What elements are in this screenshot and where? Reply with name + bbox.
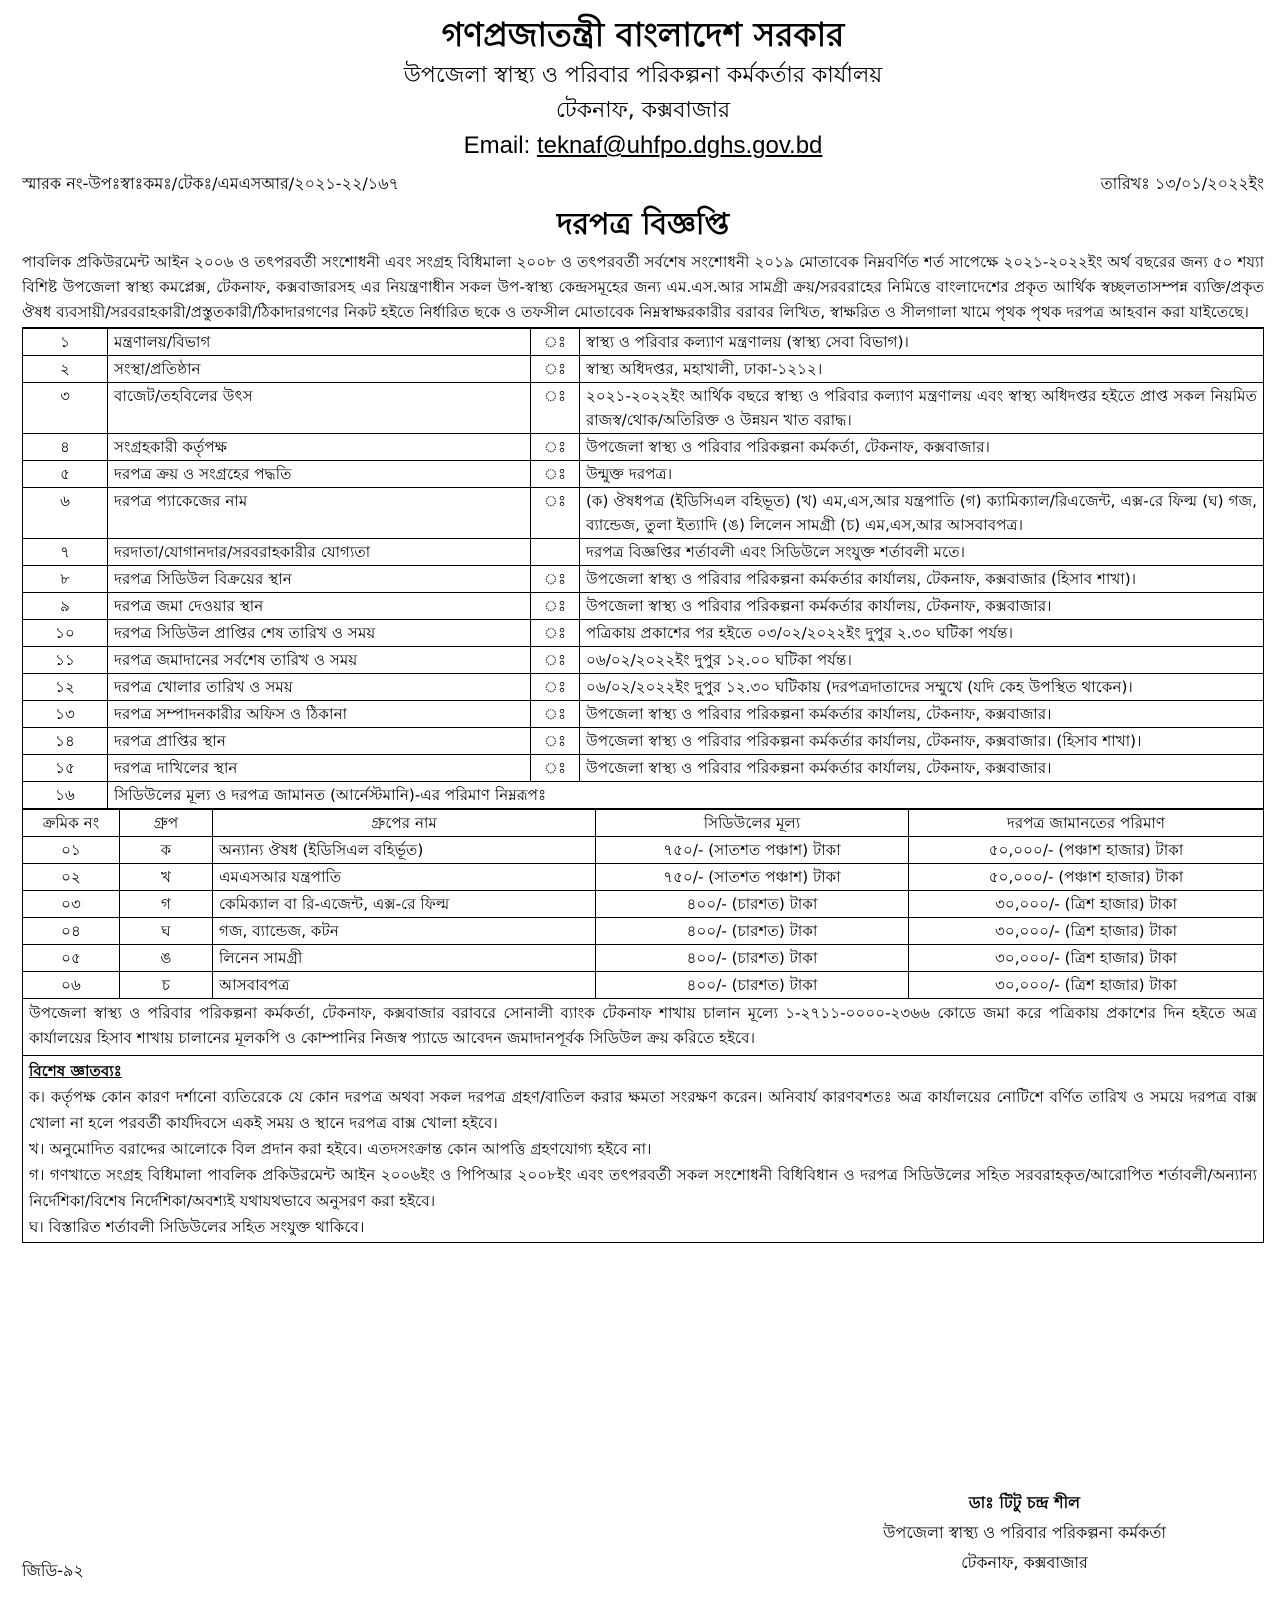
info-row-number: ৯ [23, 593, 108, 620]
group-name: আসবাবপত্র [213, 972, 596, 999]
col-group: গ্রুপ [120, 810, 213, 837]
email-link[interactable]: teknaf@uhfpo.dghs.gov.bd [536, 132, 823, 159]
info-row-number: ১৬ [23, 782, 108, 809]
info-row-separator [531, 539, 580, 566]
info-row-number: ১ [23, 329, 108, 356]
col-group-name: গ্রুপের নাম [213, 810, 596, 837]
group-serial: ০৪ [23, 918, 120, 945]
info-row-number: ১০ [23, 620, 108, 647]
group-serial: ০৩ [23, 891, 120, 918]
info-row-text: সিডিউলের মূল্য ও দরপত্র জামানত (আর্নেস্টমানি)-এর পরিমাণ নিম্নরূপঃ [108, 782, 1264, 809]
government-heading: গণপ্রজাতন্ত্রী বাংলাদেশ সরকার [441, 15, 845, 54]
info-row-number: ১১ [23, 647, 108, 674]
security-amount: ৩০,০০০/- (ত্রিশ হাজার) টাকা [909, 918, 1264, 945]
info-row-separator: ঃ [531, 701, 580, 728]
info-row-value: পত্রিকায় প্রকাশের পর হইতে ০৩/০২/২০২২ইং দুপুর ২.৩০ ঘটিকা পর্যন্ত। [580, 620, 1264, 647]
info-row-separator: ঃ [531, 329, 580, 356]
group-letter: ক [120, 837, 213, 864]
info-row-label: দরপত্র প্যাকেজের নাম [108, 488, 531, 539]
info-row [23, 434, 1264, 461]
info-row-number: ৬ [23, 488, 108, 539]
group-table-header [23, 810, 1264, 837]
group-name: লিনেন সামগ্রী [213, 945, 596, 972]
group-name: গজ, ব্যান্ডেজ, কটন [213, 918, 596, 945]
security-amount: ৩০,০০০/- (ত্রিশ হাজার) টাকা [909, 972, 1264, 999]
info-row-label: দরপত্র জমাদানের সর্বশেষ তারিখ ও সময় [108, 647, 531, 674]
security-amount: ৫০,০০০/- (পঞ্চাশ হাজার) টাকা [909, 864, 1264, 891]
info-row-separator: ঃ [531, 488, 580, 539]
info-row-separator: ঃ [531, 674, 580, 701]
office-name: উপজেলা স্বাস্থ্য ও পরিবার পরিকল্পনা কর্মকর্তার কার্যালয় [403, 63, 883, 88]
special-note-item: গ। গণখাতে সংগ্রহ বিধিমালা পাবলিক প্রকিউরমেন্ট আইন ২০০৬ইং ও পিপিআর ২০০৮ইং এবং তৎপরবর্তী সকল সংশোধনী বিধিবিধান ও দরপত্র সিডিউলের সহিত সরবরাহকৃত/আরোপিত শর্তাবলী/অন্যান্য নির্দেশিকা/বিশেষ নির্দেশিকা/অবশ্যই যথাযথভাবে অনুসরণ করা হইবে। [29, 1166, 1257, 1210]
group-letter: খ [120, 864, 213, 891]
info-row-separator: ঃ [531, 593, 580, 620]
info-row-value: স্বাস্থ্য অধিদপ্তর, মহাখালী, ঢাকা-১২১২। [580, 356, 1264, 383]
info-row-16 [23, 782, 1264, 809]
info-row-label: বাজেট/তহবিলের উৎস [108, 383, 531, 434]
group-name: কেমিক্যাল বা রি-এজেন্ট, এক্স-রে ফিল্ম [213, 891, 596, 918]
info-row-value: ২০২১-২০২২ইং আর্থিক বছরে স্বাস্থ্য ও পরিবার কল্যাণ মন্ত্রণালয় এবং স্বাস্থ্য অধিদপ্তর হইতে প্রাপ্ত সকল নিয়মিত রাজস্ব/থোক/অতিরিক্ত ও উন্নয়ন খাত বরাদ্ধ। [580, 383, 1264, 434]
info-row [23, 701, 1264, 728]
info-row-value: উন্মুক্ত দরপত্র। [580, 461, 1264, 488]
info-row [23, 755, 1264, 782]
info-row [23, 674, 1264, 701]
schedule-price: ৪০০/- (চারশত) টাকা [596, 972, 909, 999]
group-row [23, 945, 1264, 972]
office-location: টেকনাফ, কক্সবাজার [555, 98, 731, 123]
schedule-price: ৭৫০/- (সাতশত পঞ্চাশ) টাকা [596, 837, 909, 864]
info-row-label: সংস্থা/প্রতিষ্ঠান [108, 356, 531, 383]
info-row-label: দরপত্র জমা দেওয়ার স্থান [108, 593, 531, 620]
group-serial: ০২ [23, 864, 120, 891]
info-row-value: দরপত্র বিজ্ঞপ্তির শর্তাবলী এবং সিডিউলে সংযুক্ত শর্তাবলী মতে। [580, 539, 1264, 566]
special-note-item: ক। কর্তৃপক্ষ কোন কারণ দর্শানো ব্যতিরেকে যে কোন দরপত্র অথবা সকল দরপত্র গ্রহণ/বাতিল করার ক্ষমতা সংরক্ষণ করেন। অনিবার্য কারণবশতঃ অত্র কার্যালয়ের নোটিশে বর্ণিত তারিখ ও সময়ে দরপত্র বাক্স খোলা না হলে পরবর্তী কার্যদিবসে একই সময় ও স্থানে দরপত্র বাক্স খোলা হইবে। [29, 1088, 1257, 1132]
payment-note: উপজেলা স্বাস্থ্য ও পরিবার পরিকল্পনা কর্মকর্তা, টেকনাফ, কক্সবাজার বরাবরে সোনালী ব্যাংক টেকনাফ শাখায় চালান মূল্যে ১-২৭১১-০০০০-২৩৬৬ কোডে জমা করে পত্রিকায় প্রকাশের দিন হইতে অত্র কার্যালয়ের হিসাব শাখায় চালানের মূলকপি ও কোম্পানির নিজস্ব প্যাডে আবেদন জমাদানপূর্বক সিডিউল ক্রয় করিতে হইবে। [22, 999, 1264, 1056]
info-row-separator: ঃ [531, 461, 580, 488]
info-row-number: ৭ [23, 539, 108, 566]
info-row-value: ০৬/০২/২০২২ইং দুপুর ১২.৩০ ঘটিকায় (দরপত্রদাতাদের সম্মুখে (যদি কেহ উপস্থিত থাকেন)। [580, 674, 1264, 701]
special-notes [22, 1056, 1264, 1243]
footer-code: জিডি-৯২ [22, 1561, 84, 1580]
col-schedule-price: সিডিউলের মূল্য [596, 810, 909, 837]
info-row-separator: ঃ [531, 728, 580, 755]
memo-date-line [22, 172, 1264, 196]
notice-date: তারিখঃ ১৩/০১/২০২২ইং [1100, 174, 1264, 193]
info-row-label: দরপত্র দাখিলের স্থান [108, 755, 531, 782]
info-row-separator: ঃ [531, 755, 580, 782]
intro-paragraph: পাবলিক প্রকিউরমেন্ট আইন ২০০৬ ও তৎপরবর্তী সংশোধনী এবং সংগ্রহ বিধিমালা ২০০৮ ও তৎপরবর্তী সর্বশেষ সংশোধনী ২০১৯ মোতাবেক নিম্নবর্ণিত শর্ত সাপেক্ষে ২০২১-২০২২ইং অর্থ বছরের জন্য ৫০ শয্যা বিশিষ্ট উপজেলা স্বাস্থ্য কমপ্লেক্স, টেকনাফ, কক্সবাজারসহ এর নিয়ন্ত্রণাধীন সকল উপ-স্বাস্থ্য কেন্দ্রসমূহের জন্য এম.এস.আর সামগ্রী ক্রয়/সরবরাহের নিমিত্তে বাংলাদেশের প্রকৃত আর্থিক স্বচ্ছলতাসম্পন্ন ব্যক্তি/প্রকৃত ঔষধ ব্যবসায়ী/সরবরাহকারী/প্রস্তুতকারী/ঠিকাদারগণের নিকট হইতে নির্ধারিত ছকে ও তফসীল মোতাবেক নিম্নস্বাক্ষরকারীর বরাবর লিখিত, স্বাক্ষরিত ও সীলগালা খামে পৃথক পৃথক দরপত্র আহবান করা যাইতেছে। [22, 250, 1264, 328]
info-row-label: দরপত্র সম্পাদনকারীর অফিস ও ঠিকানা [108, 701, 531, 728]
info-row [23, 539, 1264, 566]
security-amount: ৩০,০০০/- (ত্রিশ হাজার) টাকা [909, 945, 1264, 972]
info-row-number: ১৫ [23, 755, 108, 782]
info-row-separator: ঃ [531, 620, 580, 647]
info-row-number: ২ [23, 356, 108, 383]
group-letter: ঙ [120, 945, 213, 972]
group-serial: ০৫ [23, 945, 120, 972]
special-notes-heading: বিশেষ জ্ঞাতব্যঃ [29, 1062, 122, 1080]
info-row-label: সংগ্রহকারী কর্তৃপক্ষ [108, 434, 531, 461]
group-row [23, 864, 1264, 891]
email-line [22, 128, 1264, 164]
info-row [23, 461, 1264, 488]
info-row [23, 620, 1264, 647]
special-note-item: ঘ। বিস্তারিত শর্তাবলী সিডিউলের সহিত সংযুক্ত থাকিবে। [29, 1218, 365, 1236]
info-row-separator: ঃ [531, 356, 580, 383]
info-row-label: মন্ত্রণালয়/বিভাগ [108, 329, 531, 356]
info-row [23, 488, 1264, 539]
info-row [23, 566, 1264, 593]
schedule-price: ৪০০/- (চারশত) টাকা [596, 918, 909, 945]
group-row [23, 918, 1264, 945]
info-row-value: ০৬/০২/২০২২ইং দুপুর ১২.০০ ঘটিকা পর্যন্ত। [580, 647, 1264, 674]
info-row-number: ৩ [23, 383, 108, 434]
info-row-value: উপজেলা স্বাস্থ্য ও পরিবার পরিকল্পনা কর্মকর্তার কার্যালয়, টেকনাফ, কক্সবাজার। [580, 701, 1264, 728]
info-row-separator: ঃ [531, 566, 580, 593]
info-row-value: উপজেলা স্বাস্থ্য ও পরিবার পরিকল্পনা কর্মকর্তার কার্যালয়, টেকনাফ, কক্সবাজার। (হিসাব শাখা)। [580, 728, 1264, 755]
signatory-designation: উপজেলা স্বাস্থ্য ও পরিবার পরিকল্পনা কর্মকর্তা [883, 1523, 1166, 1542]
info-row-label: দরপত্র সিডিউল বিক্রয়ের স্থান [108, 566, 531, 593]
info-row [23, 593, 1264, 620]
info-row-value: উপজেলা স্বাস্থ্য ও পরিবার পরিকল্পনা কর্মকর্তা, টেকনাফ, কক্সবাজার। [580, 434, 1264, 461]
notice-title: দরপত্র বিজ্ঞপ্তি [556, 207, 730, 242]
security-amount: ৫০,০০০/- (পঞ্চাশ হাজার) টাকা [909, 837, 1264, 864]
signatory-name: ডাঃ টিটু চন্দ্র শীল [968, 1493, 1081, 1512]
info-row-label: দরপত্র ক্রয় ও সংগ্রহের পদ্ধতি [108, 461, 531, 488]
info-row-number: ৫ [23, 461, 108, 488]
info-row-value: স্বাস্থ্য ও পরিবার কল্যাণ মন্ত্রণালয় (স্বাস্থ্য সেবা বিভাগ)। [580, 329, 1264, 356]
memo-number: স্মারক নং-উপঃস্বাঃকমঃ/টেকঃ/এমএসআর/২০২১-২২/১৬৭ [22, 174, 399, 193]
tender-info-table [22, 328, 1264, 809]
info-row-number: ১২ [23, 674, 108, 701]
group-letter: ঘ [120, 918, 213, 945]
info-row-value: উপজেলা স্বাস্থ্য ও পরিবার পরিকল্পনা কর্মকর্তার কার্যালয়, টেকনাফ, কক্সবাজার। [580, 755, 1264, 782]
info-row-value: উপজেলা স্বাস্থ্য ও পরিবার পরিকল্পনা কর্মকর্তার কার্যালয়, টেকনাফ, কক্সবাজার। [580, 593, 1264, 620]
info-row [23, 356, 1264, 383]
info-row-number: ৮ [23, 566, 108, 593]
schedule-price: ৭৫০/- (সাতশত পঞ্চাশ) টাকা [596, 864, 909, 891]
col-security-amount: দরপত্র জামানতের পরিমাণ [909, 810, 1264, 837]
signatory-place: টেকনাফ, কক্সবাজার [961, 1553, 1088, 1572]
info-row-label: দরপত্র প্রাপ্তির স্থান [108, 728, 531, 755]
info-row-separator: ঃ [531, 383, 580, 434]
group-serial: ০১ [23, 837, 120, 864]
group-serial: ০৬ [23, 972, 120, 999]
info-row-label: দরপত্র খোলার তারিখ ও সময় [108, 674, 531, 701]
security-amount: ৩০,০০০/- (ত্রিশ হাজার) টাকা [909, 891, 1264, 918]
info-row [23, 329, 1264, 356]
email-label: Email: [463, 132, 531, 159]
group-row [23, 891, 1264, 918]
info-row-label: দরদাতা/যোগানদার/সরবরাহকারীর যোগ্যতা [108, 539, 531, 566]
info-row [23, 647, 1264, 674]
group-letter: চ [120, 972, 213, 999]
info-row-separator: ঃ [531, 647, 580, 674]
info-row-label: দরপত্র সিডিউল প্রাপ্তির শেষ তারিখ ও সময় [108, 620, 531, 647]
group-fee-table [22, 809, 1264, 999]
info-row [23, 383, 1264, 434]
info-row-value: উপজেলা স্বাস্থ্য ও পরিবার পরিকল্পনা কর্মকর্তার কার্যালয়, টেকনাফ, কক্সবাজার (হিসাব শাখা)। [580, 566, 1264, 593]
info-row [23, 728, 1264, 755]
signature-block [883, 1488, 1166, 1578]
group-name: এমএসআর যন্ত্রপাতি [213, 864, 596, 891]
schedule-price: ৪০০/- (চারশত) টাকা [596, 891, 909, 918]
info-row-number: ৪ [23, 434, 108, 461]
group-letter: গ [120, 891, 213, 918]
schedule-price: ৪০০/- (চারশত) টাকা [596, 945, 909, 972]
group-row [23, 837, 1264, 864]
col-serial: ক্রমিক নং [23, 810, 120, 837]
info-row-separator: ঃ [531, 434, 580, 461]
info-row-number: ১৪ [23, 728, 108, 755]
info-row-value: (ক) ঔষধপত্র (ইডিসিএল বহিভূত) (খ) এম,এস,আর যন্ত্রপাতি (গ) ক্যামিক্যাল/রিএজেন্ট, এক্স-রে ফিল্ম (ঘ) গজ, ব্যান্ডেজ, তুলা ইত্যাদি (ঙ) লিলেন সামগ্রী (চ) এম,এস,আর আসবাবপত্র। [580, 488, 1264, 539]
info-row-number: ১৩ [23, 701, 108, 728]
special-note-item: খ। অনুমোদিত বরাদ্দের আলোকে বিল প্রদান করা হইবে। এতদসংক্রান্ত কোন আপত্তি গ্রহণযোগ্য হইবে না। [29, 1140, 652, 1158]
group-name: অন্যান্য ঔষধ (ইডিসিএল বহির্ভূত) [213, 837, 596, 864]
group-row [23, 972, 1264, 999]
